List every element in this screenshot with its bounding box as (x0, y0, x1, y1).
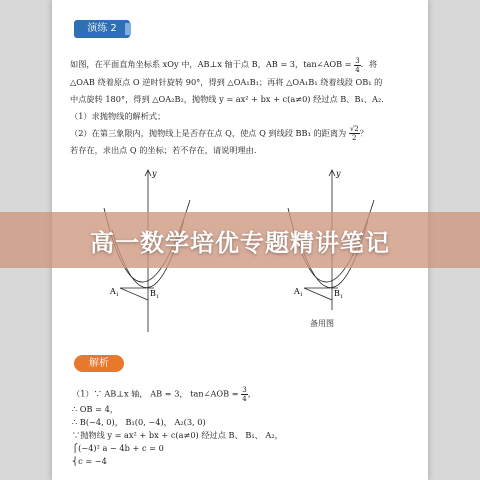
title-banner (0, 212, 480, 268)
problem-line-3: 中点旋转 180°，得到 △OA₂B₂，抛物线 y = ax² + bx + c(a≠0) 经过点 B、B₁、A₂． (70, 93, 390, 104)
problem-line-5: （2）在第三象限内，抛物线上是否存在点 Q，使点 Q 到线段 BB₁ 的距离为 (70, 127, 347, 138)
solution-line-4: ∵抛物线 y = ax² + bx + c(a≠0) 经过点 B、 B₁、 A₂， (72, 430, 283, 440)
solution-line-5: ⎧(−4)² a − 4b + c = 0 (72, 443, 164, 453)
problem-line-4: （1）求抛物线的解析式； (70, 110, 166, 121)
fraction: $\frac{3}{4}$ (355, 56, 360, 74)
point-b1-label: $B_1$ (334, 289, 344, 300)
section-badge-accent (125, 23, 131, 35)
problem-line-6: 若存在，求出点 Q 的坐标；若不存在，请说明理由． (70, 145, 263, 155)
backup-figure-label: 备用图 (310, 319, 334, 328)
axis-y-label: y (336, 169, 341, 178)
point-a1-label: $A_1$ (110, 287, 119, 298)
problem-line-2: △OAB 绕着原点 O 逆时针旋转 90°，得到 △OA₁B₁；再将 △OA₁B₁ 绕着线段 OB₁ 的 (70, 76, 383, 87)
section-badge: 演练 2 (74, 20, 130, 38)
banner-title: 高一数学培优专题精讲笔记 (90, 228, 390, 257)
axis-y-label: y (152, 169, 157, 178)
problem-text: 如图，在平面直角坐标系 xOy 中，AB⊥x 轴于点 B，AB = 3，tan∠AOB = $\frac{3}{4}$ ．将 △OAB 绕着原点 O 逆时针旋转 90°，得到 △OA₁B₁；再将 △OA₁B₁ 绕着线段 OB₁ 的 中点旋转 180°，得到 △OA₂B₂，抛物线 y = ax² + bx + c(a≠0) 经过点 B、B₁、A₂． （1）求抛物线的解析式； （2）在第三象限内，抛物线上是否存在点 Q，使点 Q 到线段 BB₁ 的距离为 $\frac{√2}{2}$ ？ 若存在，求出点 Q 的坐标；若不存在，请说明理由． (70, 56, 415, 159)
point-a1-label: $A_1$ (294, 287, 303, 298)
solution-line-2: ∴ OB = 4， (72, 404, 119, 414)
solution-text: （1）∵ AB⊥x 轴， AB = 3， tan∠AOB = $\frac{3}{4}$ ， ∴ OB = 4， ∴ B(−4, 0)， B₁(0, −4)， A₂(3, 0) ∵抛物线 y = ax² + bx + c(a≠0) 经过点 B、 B₁、 A₂， ⎧(−4)² a − 4b + c = 0 ⎨c = −4 (72, 386, 417, 468)
solution-line-3: ∴ B(−4, 0)， B₁(0, −4)， A₂(3, 0) (72, 417, 206, 427)
point-b1-label: $B_1$ (150, 289, 160, 300)
solution-line-1: （1）∵ AB⊥x 轴， AB = 3， tan∠AOB = (72, 388, 239, 399)
fraction: $\frac{√2}{2}$ (349, 125, 359, 142)
solution-badge: 解析 (74, 355, 124, 372)
segment (304, 288, 332, 300)
problem-line-1: 如图，在平面直角坐标系 xOy 中，AB⊥x 轴于点 B，AB = 3，tan∠AOB = (70, 59, 352, 69)
segment (120, 288, 148, 300)
fraction: $\frac{3}{4}$ (242, 386, 247, 403)
solution-line-6: ⎨c = −4 (72, 456, 107, 466)
